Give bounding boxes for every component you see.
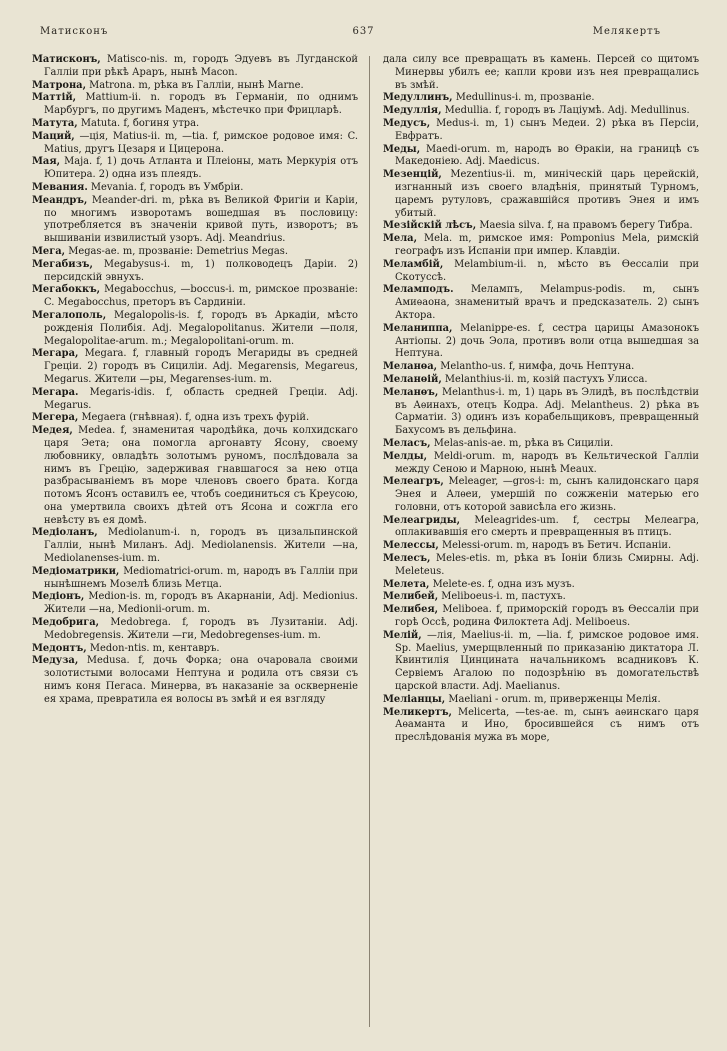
entry-headword: Медобрига,: [32, 617, 100, 629]
entry-headword: Мегабизъ,: [32, 258, 93, 270]
dictionary-entry: [383, 476, 699, 514]
dictionary-entry: [383, 515, 699, 541]
entry-headword: Мелета,: [383, 578, 430, 590]
entry-definition: Mediolanum-i. n, городъ въ цизальпинской Галліи, нынѣ Миланъ. Adj. Mediolanensis. Жители —на, Mediolanenses-ium. m.: [44, 527, 358, 565]
entry-headword: Маттій,: [32, 92, 77, 104]
entry-headword: Меланиппа,: [383, 322, 453, 334]
entry-headword: Мелибей,: [383, 591, 439, 603]
dictionary-entry: [32, 425, 358, 527]
dictionary-entry: [32, 566, 358, 592]
dictionary-entry: [383, 220, 699, 233]
dictionary-entry: [383, 579, 699, 592]
dictionary-entry: [32, 195, 358, 246]
entry-definition: Mela. m, римское имя: Pomponius Mela, римскій географъ изъ Испаніи при импер. Клавдіи.: [395, 233, 699, 257]
entry-definition: Meldi-orum. m, народъ въ Кельтической Галліи между Сеною и Марною, нынѣ Meaux.: [395, 450, 699, 475]
column-divider: [369, 56, 370, 1027]
page-number: 637: [352, 26, 375, 37]
entry-definition: Melanthus-i. m, 1) царь въ Элидѣ, въ послѣдствіи въ Аѳинахъ, отецъ Кодра. Adj. Melantheus. 2) рѣка въ Сарматіи. 3) одинъ изъ корабельщиковъ, превращенный Бахусомъ въ дельфина.: [395, 386, 699, 437]
dictionary-entry: [32, 80, 358, 93]
entry-headword: Мевания.: [32, 181, 88, 193]
entry-definition: Matuta. f, богиня утра.: [80, 117, 200, 129]
dictionary-entry: [383, 540, 699, 553]
entry-definition: Medullia. f, городъ въ Лаціумѣ. Adj. Medullinus.: [444, 105, 690, 117]
dictionary-entry: [383, 694, 699, 707]
entry-definition: Matisco-nis. m, городъ Эдуевъ въ Лугданской Галліи при рѣкѣ Араръ, нынѣ Macon.: [44, 54, 358, 78]
dictionary-entry: [32, 591, 358, 617]
entry-definition: Megabocchus, —boccus-i. m, римское прозваніе: C. Megabocchus, преторъ въ Сардиніи.: [44, 284, 358, 309]
entry-definition: Meliboea. f, приморскій городъ въ Ѳессаліи при горѣ Оссѣ, родина Филоктета Adj. Meliboeus.: [395, 604, 699, 629]
entry-headword: Матисконъ,: [32, 54, 101, 65]
entry-definition: Medobrega. f, городъ въ Лузитаніи. Adj. Medobregensis. Жители —ги, Medobregenses-ium. m.: [44, 617, 358, 641]
page-header: [30, 26, 697, 46]
entry-headword: Медіоматрики,: [32, 565, 120, 577]
dictionary-entry: [383, 92, 699, 105]
entry-definition: Megara. f, главный городъ Мегариды въ средней Греціи. 2) городъ въ Сициліи. Adj. Megarensis, Megareus, Megarus. Жители —ры, Megarenses-ium. m.: [44, 348, 358, 385]
entry-headword: Медуза,: [32, 655, 79, 667]
dictionary-entry: [383, 233, 699, 259]
entry-definition: Melessi-orum. m, народъ въ Бетич. Испаніи.: [441, 540, 672, 552]
entry-definition: Maja. f, 1) дочь Атланта и Плеіоны, мать Меркурія отъ Юпитера. 2) одна изъ плеядъ.: [44, 156, 358, 181]
entry-headword: Мелій,: [383, 629, 422, 641]
entry-definition: Maesia silva. f, на правомъ берегу Тибра.: [479, 220, 693, 232]
entry-headword: Мелеагръ,: [383, 476, 444, 488]
dictionary-entry: [32, 118, 358, 131]
entry-definition: Megas-ae. m, прозваніе: Demetrius Megas.: [68, 245, 288, 257]
entry-definition: Megabysus-i. m, 1) полководецъ Даріи. 2) персидскій эвнухъ.: [44, 258, 358, 283]
entry-headword: Меламбій,: [383, 258, 444, 270]
entry-headword: Мелибея,: [383, 604, 439, 616]
entry-definition: —ція, Matius-ii. m, —tia. f, римское родовое имя: C. Matius, другъ Цезаря и Цицерона.: [44, 130, 358, 155]
entry-headword: Мезенцій,: [383, 169, 442, 181]
entry-definition: Melete-es. f, одна изъ музъ.: [432, 578, 575, 590]
entry-headword: Меланѳій,: [383, 373, 442, 385]
entry-headword: Меліанцы,: [383, 693, 446, 705]
entry-headword: Мелессы,: [383, 540, 439, 552]
dictionary-entry: [383, 630, 699, 694]
entry-headword: Медуллинъ,: [383, 92, 453, 104]
dictionary-entry: [383, 118, 699, 144]
entry-definition: Matrona. m, рѣка въ Галліи, нынѣ Marne.: [89, 79, 304, 91]
entry-headword: Меды,: [383, 143, 421, 155]
entry-definition: Medullinus-i. m, прозваніе.: [455, 92, 595, 104]
entry-definition: Maeliani - orum. m, приверженцы Мелія.: [448, 693, 661, 705]
entry-headword: Меликертъ,: [383, 706, 452, 718]
dictionary-entry: [383, 604, 699, 630]
entry-definition: Meliboeus-i. m, пастухъ.: [441, 591, 566, 603]
dictionary-entry: [32, 156, 358, 182]
entry-definition: Melanthius-ii. m, козій пастухъ Улисса.: [444, 373, 648, 385]
dictionary-entry: [383, 387, 699, 438]
entry-definition: Megaris-idis. f, область средней Греціи. Adj. Megarus.: [44, 386, 358, 411]
entry-definition: Mattium-ii. n. городъ въ Германіи, по однимъ Марбургъ, по другимъ Маденъ, мѣстечко при Фрицларѣ.: [44, 92, 358, 117]
dictionary-entry: [383, 169, 699, 220]
entry-headword: Меандръ,: [32, 194, 88, 206]
entry-headword: Меламподъ.: [383, 284, 454, 296]
dictionary-entry: [32, 284, 358, 310]
entry-definition: Melanippe-es. f, сестра царицы Амазонокъ Антіопы. 2) дочь Эола, противъ воли отца вышедшая за Нептуна.: [395, 322, 699, 360]
entry-headword: Мелесъ,: [383, 553, 431, 565]
entry-headword: Мелеагриды,: [383, 514, 461, 526]
dictionary-entry: [32, 54, 358, 80]
dictionary-entry: [383, 259, 699, 285]
header-left-guide-word: Матисконъ: [40, 26, 109, 37]
dictionary-entry: [32, 412, 358, 425]
dictionary-entry: [383, 323, 699, 361]
entry-definition: Meleagrides-um. f, сестры Мелеагра, оплакивавшія его смерть и превращенныя въ птицъ.: [395, 514, 699, 539]
dictionary-entry: [32, 131, 358, 157]
dictionary-entry: [32, 182, 358, 195]
entry-headword: Мегабоккъ,: [32, 284, 101, 296]
dictionary-entry: [383, 553, 699, 579]
entry-headword: Мегара,: [32, 348, 79, 360]
entry-definition: Maedi-orum. m, народъ во Ѳракіи, на границѣ съ Македоніею. Adj. Maedicus.: [395, 143, 699, 168]
dictionary-entry: [32, 655, 358, 706]
entry-headword: Медуллія,: [383, 105, 442, 117]
entry-definition: Mevania. f, городъ въ Умбріи.: [90, 181, 244, 193]
dictionary-entry: [383, 451, 699, 477]
entry-definition: Meleager, —gros-i: m, сынъ калидонскаго царя Энея и Алѳеи, умершій по сожженіи матерью его головни, отъ которой зависѣла его жизнь.: [395, 476, 699, 513]
entry-definition: Megalopolis-is. f, городъ въ Аркадіи, мѣсто рожденія Полибія. Adj. Megalopolitanus. Жители —поля, Megalopolitae-arum. m.; Megalopolitani-orum. m.: [44, 309, 358, 347]
entry-definition: Medon-ntis. m, кентавръ.: [89, 642, 220, 654]
entry-headword: Мелды,: [383, 450, 428, 462]
entry-headword: Медіонъ,: [32, 591, 85, 603]
dictionary-entry: [32, 259, 358, 285]
entry-headword: Медея,: [32, 425, 73, 437]
entry-definition: Medusa. f, дочь Форка; она очаровала своими золотистыми волосами Нептуна и родила отъ связи съ нимъ коня Пегаса. Минерва, въ наказаніе за оскверненіе ея храма, превратила ея волосы въ змѣй и ея взгляду: [44, 655, 358, 705]
dictionary-entry: [383, 284, 699, 322]
entry-headword: Меланѳъ,: [383, 386, 439, 398]
entry-definition: Mediomatrici-orum. m, народъ въ Галліи при нынѣшнемъ Мозелѣ близь Метца.: [44, 565, 358, 590]
dictionary-entry: [383, 591, 699, 604]
entry-headword: Матута,: [32, 117, 78, 129]
entry-definition: Medus-i. m, 1) сынъ Медеи. 2) рѣка въ Персіи, Евфратъ.: [395, 117, 699, 142]
dictionary-entry: [32, 643, 358, 656]
entry-headword: Матрона,: [32, 79, 87, 91]
entry-headword: Мега,: [32, 245, 66, 257]
dictionary-entry: [383, 54, 699, 92]
dictionary-entry: [32, 387, 358, 413]
entry-definition: Meander-dri. m, рѣка въ Великой Фригіи и Каріи, по многимъ изворотамъ вошедшая въ пословицу: употребляется въ значеніи кривой путь, изворотъ; въ вышиваніи извилистый узоръ. Adj. Meandrius.: [44, 194, 358, 245]
dictionary-entry: [383, 105, 699, 118]
entry-headword: Мая,: [32, 156, 61, 168]
entry-definition: дала силу все превращать въ камень. Персей со щитомъ Минервы убилъ ее; капли крови изъ нея превращались въ змѣй.: [383, 54, 699, 91]
entry-headword: Мегара.: [32, 386, 79, 398]
dictionary-entry: [383, 361, 699, 374]
dictionary-entry: [383, 374, 699, 387]
dictionary-entry: [32, 348, 358, 386]
entry-definition: Megaera (гнѣвная). f, одна изъ трехъ фурій.: [81, 412, 310, 424]
entry-definition: Melas-anis-ae. m, рѣка въ Сициліи.: [433, 437, 614, 449]
dictionary-entry: [32, 310, 358, 348]
entry-headword: Медонтъ,: [32, 642, 87, 654]
entry-definition: Medea. f, знаменитая чародѣйка, дочь колхидскаго царя Эетa; она помогла аргонавту Ясону, своему любовнику, овладѣть золотымъ руномъ, послѣдовала за нимъ въ Грецію, задерживая гнавшагося за нею отца разбрасываніемъ въ море членовъ своего брата. Когда потомъ Ясонъ оставилъ ее, чтобъ соединиться съ Креусою, она умертвила своихъ дѣтей отъ Ясона и сожгла его невѣсту въ ея домѣ.: [44, 425, 358, 526]
dictionary-entry: [32, 617, 358, 643]
dictionary-entry: [32, 527, 358, 565]
dictionary-entry: [383, 438, 699, 451]
dictionary-entry: [32, 92, 358, 118]
entry-headword: Мезійскій лѣсъ,: [383, 220, 477, 232]
entry-definition: Melicerta, —tes-ae. m, сынъ аѳинскаго царя Аѳаманта и Ино, бросившейся съ нимъ отъ преслѣдованія мужа въ море,: [395, 706, 699, 744]
entry-headword: Меланѳа,: [383, 361, 438, 373]
entry-headword: Медіоланъ,: [32, 527, 98, 539]
entry-definition: Meles-etis. m, рѣка въ Іоніи близь Смирны. Adj. Meleteus.: [395, 553, 699, 577]
entry-headword: Меласъ,: [383, 437, 431, 449]
dictionary-entry: [383, 707, 699, 745]
entry-definition: Melambium-ii. n, мѣсто въ Ѳессаліи при Скотуссѣ.: [395, 258, 699, 283]
left-column: [32, 54, 358, 1031]
entry-definition: —лія, Maelius-ii. m, —lia. f, римское родовое имя. Sp. Maelius, умерщвленный по приказанію диктатора Л. Квинтилія Цинцината начальникомъ всадниковъ К. Сервіемъ Агалою по подозрѣнію въ домогательствѣ царской власти. Adj. Maelianus.: [395, 629, 699, 693]
dictionary-entry: [32, 246, 358, 259]
entry-headword: Мегера,: [32, 412, 79, 424]
dictionary-entry: [383, 144, 699, 170]
entry-headword: Маций,: [32, 130, 75, 142]
header-right-guide-word: Мелякертъ: [592, 26, 661, 37]
entry-headword: Мегалополь,: [32, 309, 107, 321]
entry-definition: Мелампъ, Melampus-podis. m, сынъ Амиѳаона, знаменитый врачъ и предсказатель. 2) сынъ Актора.: [395, 284, 699, 321]
entry-headword: Медусъ,: [383, 117, 431, 129]
entry-headword: Мела,: [383, 233, 418, 245]
entry-definition: Mezentius-ii. m, миніческій царь церейскій, изгнанный изъ своего владѣнія, принятый Турномъ, царемъ рутуловъ, сражавшійся противъ Энея и имъ убитый.: [395, 169, 699, 219]
entry-definition: Melantho-us. f, нимфа, дочь Нептуна.: [440, 361, 635, 373]
entry-definition: Medion-is. m, городъ въ Акарнаніи, Adj. Medionius. Жители —на, Medionii-orum. m.: [44, 591, 358, 616]
right-column: [383, 54, 699, 1031]
